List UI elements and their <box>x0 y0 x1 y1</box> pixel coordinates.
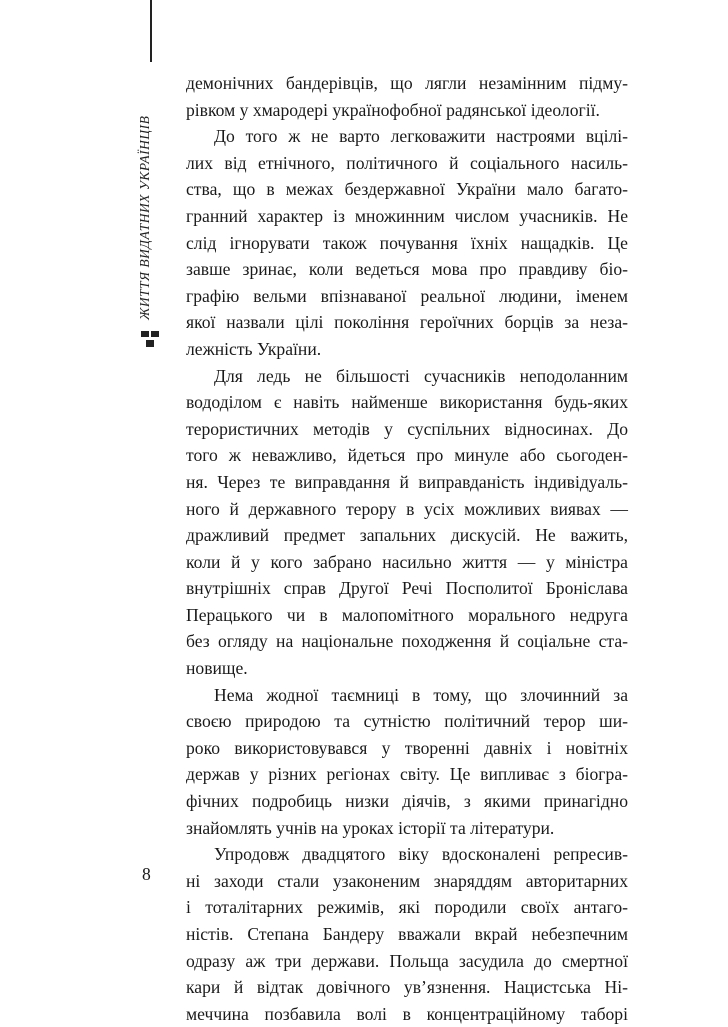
text-line: без огляду на національне походження й соціальне ста- <box>186 631 628 652</box>
text-line: і тоталітарних режимів, які породили своїх антаго- <box>186 897 628 918</box>
text-line: коли й у кого забрано насильно життя — у міністра <box>186 551 628 572</box>
text-line: До того ж не варто легковажити настроями вцілі- <box>214 126 628 147</box>
text-line: новище. <box>186 658 248 679</box>
text-line: Нема жодної таємниці в тому, що злочинний за <box>214 684 628 705</box>
text-line: своєю природою та сутністю політичний терор ши- <box>186 711 628 732</box>
text-line: одразу аж три держави. Польща засудила до смертної <box>186 950 628 971</box>
text-line: слід ігнорувати також почування їхніх нащадків. Це <box>186 232 628 253</box>
text-line: меччина позбавила волі в концентраційному таборі <box>186 1003 628 1024</box>
text-line: фічних подробиць низки діячів, з якими принагідно <box>186 791 628 812</box>
text-line: рівком у хмародері українофобної радянської ідеології. <box>186 99 600 120</box>
text-line: гранний характер із множинним числом учасників. Не <box>186 205 628 226</box>
text-line: вододілом є навіть найменше використання будь-яких <box>186 392 628 413</box>
running-header-container <box>137 70 165 320</box>
text-line: Перацького чи в малопомітного морального недруга <box>186 604 628 625</box>
text-line: терористичних методів у суспільних відносинах. До <box>186 418 628 439</box>
text-line: кари й відтак довічного ув’язнення. Нацистська Ні- <box>186 977 628 998</box>
text-line: лежність України. <box>186 338 322 359</box>
text-line: ного й державного терору в усіх можливих виявах — <box>186 498 628 519</box>
margin-rule <box>150 0 152 62</box>
text-line: ністів. Степана Бандеру вважали вкрай небезпечним <box>186 924 628 944</box>
text-line: лих від етнічного, політичного й соціального насиль- <box>186 152 628 173</box>
text-line: демонічних бандерівців, що лягли незамінним підму- <box>186 73 628 93</box>
text-line: графію вельми впізнаваної реальної людини, іменем <box>186 285 628 306</box>
body-text <box>186 70 628 1027</box>
text-line: ня. Через те виправдання й виправданість індивідуаль- <box>186 471 628 492</box>
text-line: Для ледь не більшості сучасників неподоланним <box>214 365 628 386</box>
page-number: 8 <box>142 864 151 884</box>
text-line: ні заходи стали узаконеним знаряддям авторитарних <box>186 870 628 891</box>
text-line: дражливий предмет запальних дискусій. Не важить, <box>186 525 628 546</box>
text-line: ства, що в межах бездержавної України мало багато- <box>186 179 628 200</box>
text-line: роко використовувався у творенні давніх і новітніх <box>186 737 628 758</box>
running-header: ЖИТТЯ ВИДАТНИХ УКРАЇНЦІВ <box>137 115 152 320</box>
text-line: знайомлять учнів на уроках історії та літератури. <box>186 817 555 838</box>
text-line: держав у різних регіонах світу. Це випливає з біогра- <box>186 764 628 785</box>
text-line: якої назвали цілі покоління героїчних борців за неза- <box>186 312 628 333</box>
text-line: того ж неважливо, йдеться про минуле або сьогоден- <box>186 445 628 466</box>
text-line: внутрішніх справ Другої Речі Посполитої Броніслава <box>186 578 628 599</box>
text-line: завше зринає, коли ведеться мова про правдиву біо- <box>186 259 628 280</box>
ornament-icon <box>140 329 160 349</box>
text-line: Упродовж двадцятого віку вдосконалені репресив- <box>214 844 628 865</box>
